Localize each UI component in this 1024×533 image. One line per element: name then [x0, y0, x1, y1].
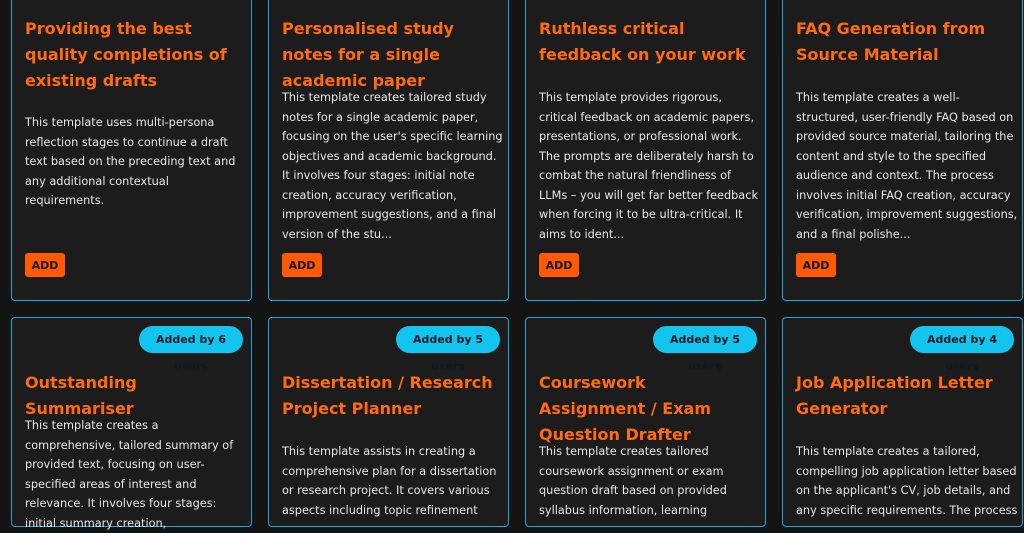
add-button[interactable]: ADD	[25, 253, 65, 277]
card-description: This template creates tailored study notes for a single academic paper, focusing on the user's specific learning objectives and academic background. It involves four stages: initial note creation, accuracy verification, improvement suggestions, and a final version of the stu...	[282, 91, 503, 241]
users-added-badge: Added by 6 users	[139, 326, 243, 353]
card-title: Dissertation / Research Project Planner	[282, 373, 493, 418]
template-card-critical-feedback[interactable]	[525, 0, 766, 301]
card-title: Ruthless critical feedback on your work	[539, 19, 746, 64]
add-button[interactable]: ADD	[282, 253, 322, 277]
template-card-outstanding-summariser[interactable]	[11, 317, 252, 530]
card-title: FAQ Generation from Source Material	[796, 19, 986, 64]
users-added-badge: Added by 4 users	[910, 326, 1014, 353]
template-card-faq-generation[interactable]	[782, 0, 1023, 301]
card-description: This template creates a comprehensive, tailored summary of provided text, focusing on user-specified areas of interest and relevance. It involves four stages: initial summary creation,	[25, 419, 234, 530]
template-card-study-notes[interactable]	[268, 0, 509, 301]
card-title: Providing the best quality completions of existing drafts	[25, 19, 227, 90]
users-added-badge: Added by 5 users	[396, 326, 500, 353]
card-description: This template assists in creating a comprehensive plan for a dissertation or research project. It covers various aspects including topic refinement	[282, 445, 497, 517]
card-description: This template creates a tailored, compelling job application letter based on the applicant's CV, job details, and any specific requirements. The process	[796, 445, 1018, 517]
card-title: Job Application Letter Generator	[796, 373, 993, 418]
add-button[interactable]: ADD	[539, 253, 579, 277]
card-description: This template creates a well-structured, user-friendly FAQ based on provided source material, tailoring the content and style to the specified audience and context. The process involves initial FAQ creation, accuracy verification, improvement suggestions, and a final polishe...	[796, 91, 1018, 241]
template-card-best-completions[interactable]	[11, 0, 252, 301]
card-description: This template creates tailored coursework assignment or exam question draft based on provided syllabus information, learning	[539, 445, 727, 517]
template-card-dissertation-planner[interactable]	[268, 317, 509, 527]
card-title: Coursework Assignment / Exam Question Drafter	[539, 373, 712, 444]
users-added-badge: Added by 5 users	[653, 326, 757, 353]
card-title: Personalised study notes for a single academic paper	[282, 19, 454, 90]
card-description: This template provides rigorous, critical feedback on academic papers, presentations, or professional work. The prompts are deliberately harsh to combat the natural friendliness of LLMs – you will get far better feedback when forcing it to be ultra-critical. It aims to ident...	[539, 91, 758, 241]
card-description: This template uses multi-persona reflection stages to continue a draft text based on the preceding text and any additional contextual requirements.	[25, 116, 236, 207]
card-title: Outstanding Summariser	[25, 373, 137, 418]
template-card-job-application-letter[interactable]	[782, 317, 1023, 527]
add-button[interactable]: ADD	[796, 253, 836, 277]
template-card-coursework-drafter[interactable]	[525, 317, 766, 527]
